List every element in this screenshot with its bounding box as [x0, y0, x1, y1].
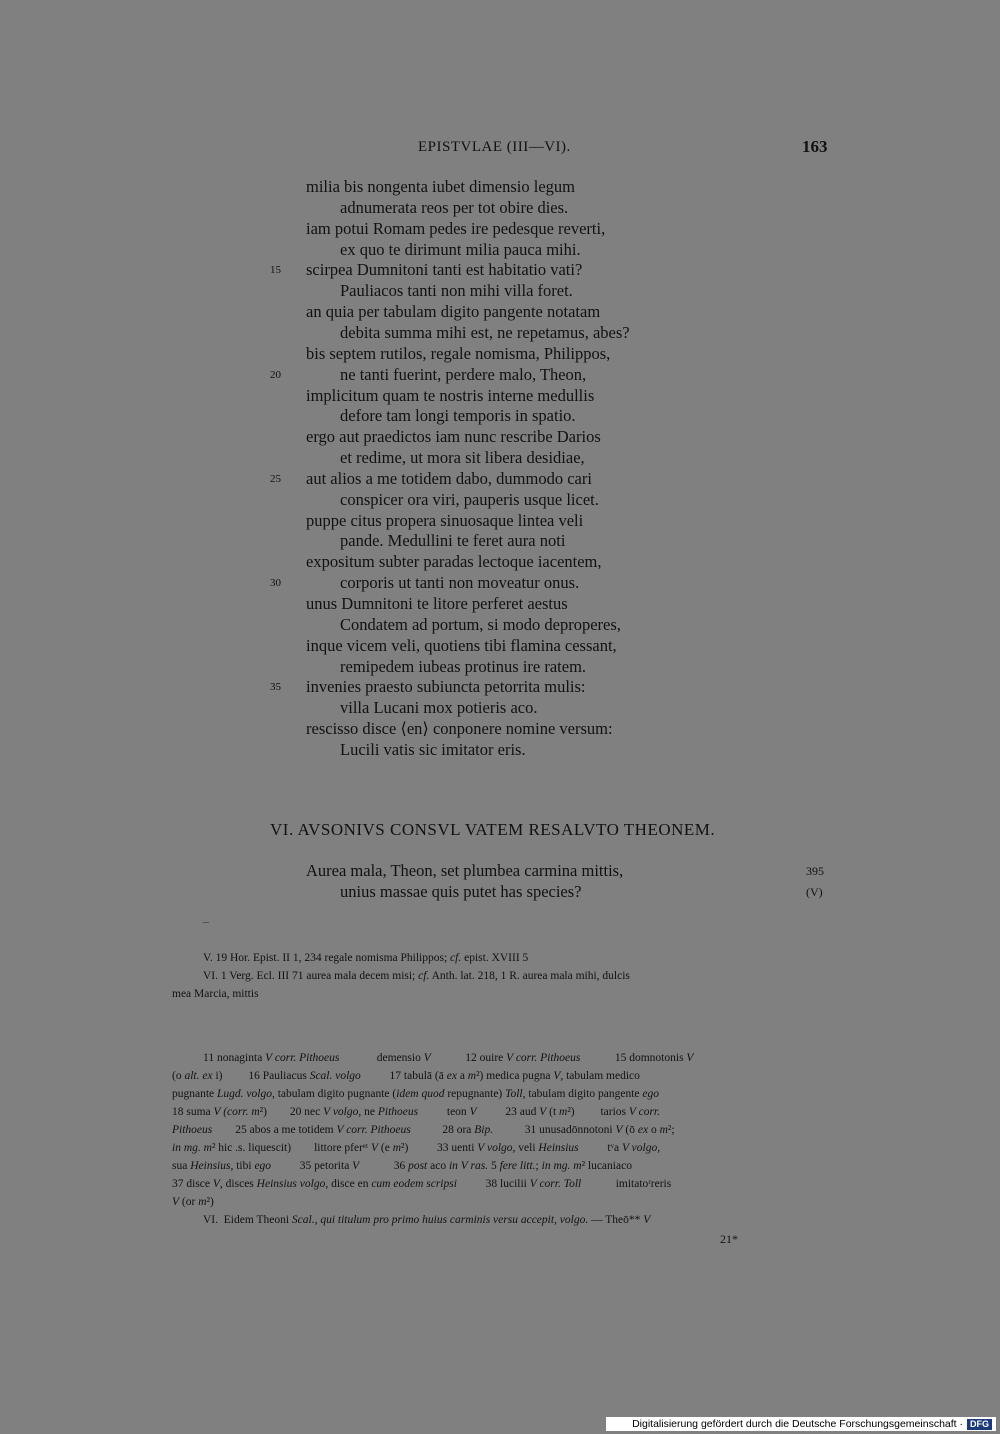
footnote-line: 37 disce V, disces Heinsius volgo, disce en cum eodem scripsi 38 lucilii V corr. Toll imitatoʳreris: [172, 1178, 672, 1190]
poem-6-title: VI. AVSONIVS CONSVL VATEM RESALVTO THEONEM.: [270, 820, 716, 839]
verse-line: aut alios a me totidem dabo, dummodo cari: [306, 468, 592, 488]
signature-mark: 21*: [720, 1232, 738, 1246]
verse-line: iam potui Romam pedes ire pedesque reverti,: [306, 218, 606, 238]
footnote-line: in mg. m² hic .s. liquescit) littore pferᵉᵗ V (e m²) 33 uenti V volgo, veli Heinsius tᵛa V volgo,: [172, 1142, 661, 1154]
verse-line: pande. Medullini te feret aura noti: [340, 531, 566, 551]
verse-line: invenies praesto subiuncta petorrita mulis:: [306, 677, 586, 697]
footnote-line: mea Marcia, mittis: [172, 988, 259, 1000]
verse-line: remipedem iubeas protinus ire ratem.: [340, 656, 587, 676]
verse-line: Aurea mala, Theon, set plumbea carmina mittis,: [306, 861, 624, 880]
verse-line: scirpea Dumnitoni tanti est habitatio vati?: [306, 260, 583, 280]
page-number: 163: [802, 137, 828, 156]
verse-line: expositum subter paradas lectoque iacentem,: [306, 552, 602, 572]
line-number: 35: [270, 681, 281, 694]
digitization-credit-bar: [606, 1417, 996, 1431]
verse-line: unus Dumnitoni te litore perferet aestus: [306, 594, 568, 613]
verse-line: rescisso disce ⟨en⟩ conponere nomine versum:: [306, 719, 613, 739]
verse-line: an quia per tabulam digito pangente notatam: [306, 302, 601, 322]
footnote-line: VI. Eidem Theoni Scal., qui titulum pro primo huius carminis versu accepit, volgo. — Theō** V: [203, 1214, 651, 1226]
side-reference: 395: [806, 864, 824, 878]
scan-mark: –: [203, 914, 209, 928]
line-number: 20: [270, 368, 281, 381]
footnote-line: 18 suma V (corr. m²) 20 nec V volgo, ne Pithoeus teon V 23 aud V (t m²) tarios V corr.: [172, 1106, 661, 1118]
verse-line: Condatem ad portum, si modo deproperes,: [340, 614, 621, 634]
footnote-line: V. 19 Hor. Epist. II 1, 234 regale nomisma Philippos; cf. epist. XVIII 5: [203, 952, 529, 964]
dfg-logo: DFG: [967, 1419, 992, 1430]
footnote-line: V (or m²): [172, 1196, 214, 1208]
line-number: 25: [270, 472, 281, 485]
verse-line: adnumerata reos per tot obire dies.: [340, 197, 569, 217]
verse-line: corporis ut tanti non moveatur onus.: [340, 573, 580, 593]
footnote-line: 11 nonaginta V corr. Pithoeus demensio V 12 ouire V corr. Pithoeus 15 domnotonis V: [203, 1052, 694, 1064]
digitization-credit-text: Digitalisierung gefördert durch die Deutsche Forschungsgemeinschaft ·: [632, 1418, 963, 1430]
verse-line: milia bis nongenta iubet dimensio legum: [306, 177, 576, 196]
verse-line: inque vicem veli, quotiens tibi flamina cessant,: [306, 635, 617, 655]
footnote-line: sua Heinsius, tibi ego 35 petorita V 36 post aco in V ras. 5 fere litt.; in mg. m² lucaniaco: [172, 1160, 632, 1172]
verse-line: ne tanti fuerint, perdere malo, Theon,: [340, 364, 587, 384]
verse-line: debita summa mihi est, ne repetamus, abes?: [340, 322, 630, 342]
verse-line: defore tam longi temporis in spatio.: [340, 406, 576, 426]
verse-line: bis septem rutilos, regale nomisma, Philippos,: [306, 343, 611, 363]
footnote-line: (o alt. ex i) 16 Pauliacus Scal. volgo 17 tabulā (ā ex a m²) medica pugna V, tabulam medico: [172, 1070, 640, 1082]
verse-line: Lucili vatis sic imitator eris.: [340, 739, 526, 759]
footnote-line: VI. 1 Verg. Ecl. III 71 aurea mala decem misi; cf. Anth. lat. 218, 1 R. aurea mala mihi, dulcis: [203, 970, 630, 982]
verse-line: unius massae quis putet has species?: [340, 882, 582, 901]
side-reference: (V): [806, 885, 823, 899]
line-number: 30: [270, 577, 281, 590]
verse-line: ex quo te dirimunt milia pauca mihi.: [340, 239, 581, 259]
verse-line: implicitum quam te nostris interne medullis: [306, 385, 595, 405]
verse-line: puppe citus propera sinuosaque lintea veli: [306, 510, 584, 530]
verse-line: villa Lucani mox potieris aco.: [340, 698, 538, 718]
verse-line: conspicer ora viri, pauperis usque licet.: [340, 489, 599, 509]
running-title: EPISTVLAE (III—VI).: [418, 139, 571, 155]
footnote-line: Pithoeus 25 abos a me totidem V corr. Pithoeus 28 ora Bip. 31 unusadōnnotoni V (ō ex o m²;: [172, 1124, 675, 1136]
footnote-line: pugnante Lugd. volgo, tabulam digito pugnante (idem quod repugnante) Toll, tabulam digito pangente ego: [172, 1088, 659, 1100]
verse-line: Pauliacos tanti non mihi villa foret.: [340, 281, 573, 301]
verse-line: et redime, ut mora sit libera desidiae,: [340, 448, 585, 468]
line-number: 15: [270, 264, 281, 277]
verse-line: ergo aut praedictos iam nunc rescribe Darios: [306, 427, 601, 447]
